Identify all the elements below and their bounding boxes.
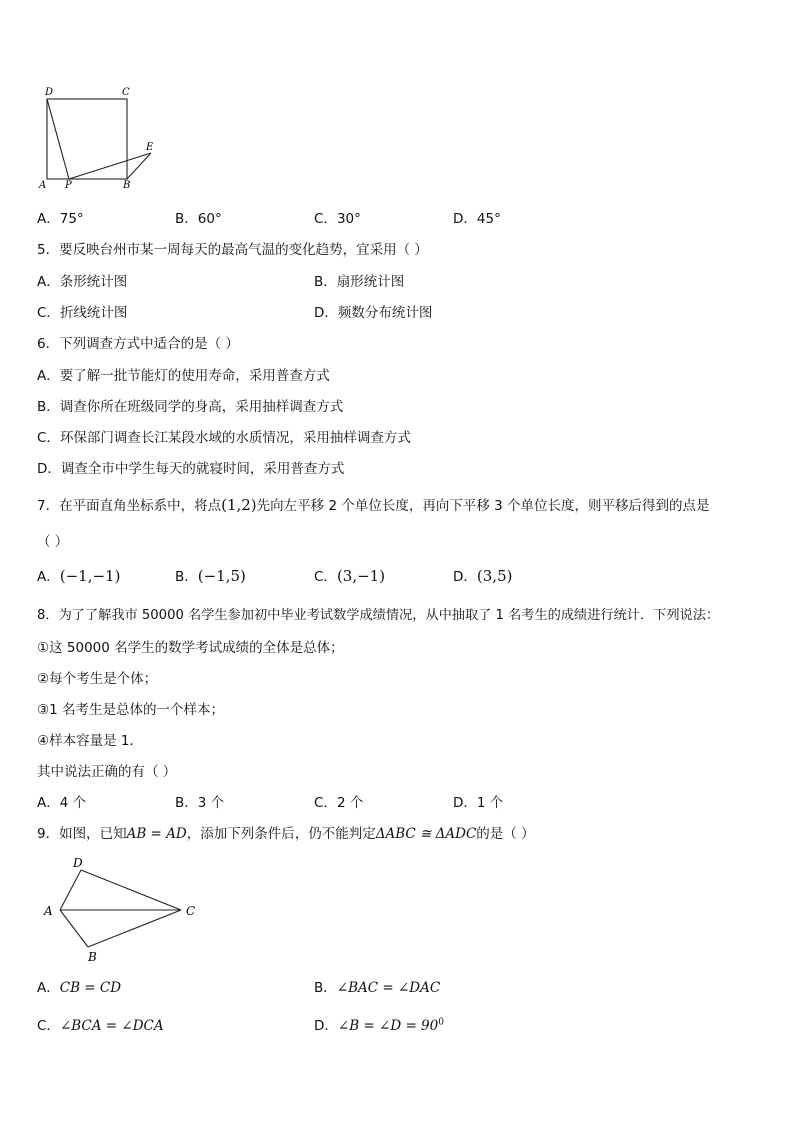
q5-option-c (37, 301, 127, 321)
option-letter: B． (314, 980, 337, 996)
option-letter: A． (37, 795, 60, 811)
label-C: C (122, 87, 130, 98)
option-letter: D． (453, 795, 477, 811)
q8-option-d (453, 791, 503, 811)
kite-label-B: B (88, 950, 97, 964)
kite-label-D: D (73, 856, 83, 870)
option-letter: A． (37, 274, 60, 290)
option-letter: D． (453, 569, 477, 585)
q9-stem-part: ，添加下列条件后，仍不能判定 (186, 826, 376, 842)
q9-stem-part: 9．如图，已知 (37, 826, 127, 842)
square-figure (36, 84, 166, 194)
option-text: 60° (197, 211, 222, 227)
q9-option-c (37, 1014, 164, 1034)
kite-label-A: A (44, 904, 53, 918)
q7-option-c (314, 565, 385, 585)
label-B: B (123, 180, 131, 191)
option-text: 2 个 (336, 795, 364, 811)
option-letter: A． (37, 368, 60, 384)
option-letter: C． (314, 795, 337, 811)
q9-stem-part: 的是（ ） (476, 826, 535, 842)
q8-option-c (314, 791, 363, 811)
option-text: ∠BCA = ∠DCA (59, 1018, 164, 1034)
q4-option-a (37, 207, 84, 227)
q4-option-c (314, 207, 361, 227)
option-letter: D． (314, 305, 338, 321)
label-E: E (146, 142, 154, 153)
option-text: 75° (59, 211, 84, 227)
q5-option-a (37, 270, 127, 290)
q6-option-d (37, 457, 344, 477)
q7-option-a (37, 565, 120, 585)
option-text: 环保部门调查长江某段水域的水质情况，采用抽样调查方式 (59, 430, 411, 446)
q9-stem (37, 822, 535, 842)
q9-option-b (314, 976, 440, 996)
option-letter: A． (37, 980, 60, 996)
option-text: (3,−1) (336, 567, 386, 585)
degree-superscript: 0 (438, 1017, 444, 1028)
option-text: (−1,5) (197, 567, 246, 585)
q7-stem (37, 494, 710, 514)
option-letter: A． (37, 569, 60, 585)
q7-point: (1,2) (221, 496, 257, 514)
option-letter: D． (314, 1018, 338, 1034)
q8-option-a (37, 791, 86, 811)
q9-option-a (37, 976, 121, 996)
q9-option-d (314, 1014, 444, 1034)
option-text: 条形统计图 (59, 274, 128, 290)
q7-paren: （ ） (37, 534, 69, 550)
q8-option-b (175, 791, 224, 811)
option-letter: D． (37, 461, 61, 477)
option-letter: D． (453, 211, 477, 227)
label-A: A (39, 180, 47, 191)
q8-stem: 8．为了了解我市 50000 名学生参加初中毕业考试数学成绩情况，从中抽取了 1 名考生的成绩进行统计．下列说法： (37, 608, 720, 623)
q7-option-b (175, 565, 246, 585)
option-letter: C． (37, 305, 60, 321)
option-text: 4 个 (59, 795, 87, 811)
option-text: 3 个 (197, 795, 225, 811)
q8-statement-2: ②每个考生是个体； (37, 671, 158, 687)
q7-stem-part: 7．在平面直角坐标系中，将点 (37, 498, 222, 514)
q6-option-a (37, 364, 330, 384)
option-letter: A． (37, 211, 60, 227)
q8-statement-3: ③1 名考生是总体的一个样本； (37, 702, 224, 718)
option-letter: B． (175, 795, 198, 811)
option-letter: C． (37, 430, 60, 446)
q8-statement-4: ④样本容量是 1． (37, 733, 143, 749)
option-text: 要了解一批节能灯的使用寿命，采用普查方式 (59, 368, 330, 384)
option-letter: B． (175, 211, 198, 227)
q6-stem: 6．下列调查方式中适合的是（ ） (37, 336, 239, 352)
option-text: 频数分布统计图 (337, 305, 433, 321)
option-text: CB = CD (59, 980, 122, 996)
option-text: 30° (336, 211, 361, 227)
q8-ask: 其中说法正确的有（ ） (37, 764, 177, 780)
q4-option-d (453, 207, 501, 227)
option-text: 折线统计图 (59, 305, 128, 321)
option-letter: B． (175, 569, 198, 585)
option-letter: C． (314, 569, 337, 585)
q8-statement-1: ①这 50000 名学生的数学考试成绩的全体是总体； (37, 640, 344, 656)
option-letter: B． (314, 274, 337, 290)
q4-option-b (175, 207, 222, 227)
q5-stem: 5．要反映台州市某一周每天的最高气温的变化趋势，宜采用（ ） (37, 242, 428, 258)
option-text: 调查全市中学生每天的就寝时间，采用普查方式 (60, 461, 345, 477)
label-D: D (45, 87, 54, 98)
option-text: 调查你所在班级同学的身高，采用抽样调查方式 (59, 399, 344, 415)
option-text: ∠B = ∠D = 90 (337, 1018, 439, 1034)
q9-congruence: ΔABC ≅ ΔADC (375, 826, 477, 842)
q5-option-b (314, 270, 404, 290)
option-text: (3,5) (476, 567, 513, 585)
q6-option-c (37, 426, 411, 446)
q6-option-b (37, 395, 343, 415)
q7-option-d (453, 565, 512, 585)
option-letter: C． (314, 211, 337, 227)
q5-option-d (314, 301, 432, 321)
q7-stem-part: 先向左平移 2 个单位长度，再向下平移 3 个单位长度，则平移后得到的点是 (256, 498, 710, 514)
kite-label-C: C (186, 904, 196, 918)
label-P: P (65, 180, 72, 191)
option-text: ∠BAC = ∠DAC (336, 980, 441, 996)
q9-condition: AB = AD (126, 826, 187, 842)
option-text: 1 个 (476, 795, 504, 811)
option-text: 45° (476, 211, 501, 227)
option-letter: B． (37, 399, 60, 415)
option-text: (−1,−1) (59, 567, 121, 585)
option-letter: C． (37, 1018, 60, 1034)
kite-figure (36, 852, 206, 964)
option-text: 扇形统计图 (336, 274, 405, 290)
